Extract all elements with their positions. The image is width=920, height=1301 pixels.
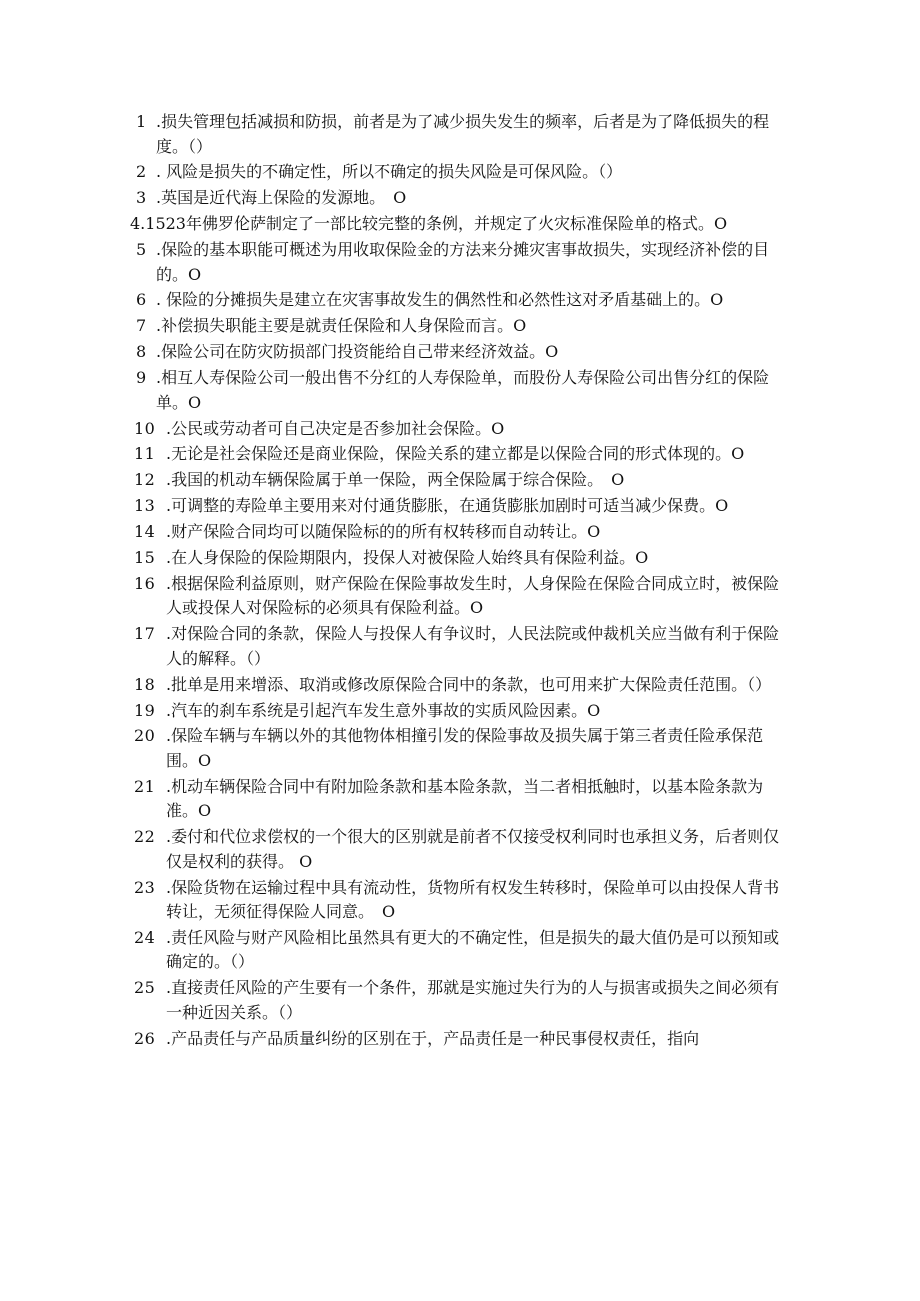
item-text: .保险的基本职能可概述为用收取保险金的方法来分摊灾害事故损失，实现经济补偿的目的。O bbox=[156, 240, 770, 284]
list-item bbox=[132, 494, 792, 519]
list-item bbox=[132, 876, 792, 925]
item-text: .汽车的刹车系统是引起汽车发生意外事故的实质风险因素。O bbox=[166, 700, 601, 720]
list-item bbox=[132, 1027, 792, 1052]
list-item bbox=[132, 572, 792, 621]
item-text: .保险公司在防灾防损部门投资能给自己带来经济效益。O bbox=[156, 342, 559, 362]
list-item bbox=[132, 926, 792, 975]
list-item bbox=[132, 288, 792, 313]
item-number: 16 bbox=[134, 573, 156, 593]
list-item bbox=[132, 775, 792, 824]
list-item bbox=[132, 724, 792, 773]
item-text: .保险车辆与车辆以外的其他物体相撞引发的保险事故及损失属于第三者责任险承保范围。O bbox=[166, 726, 764, 770]
item-number: 6 bbox=[136, 290, 147, 310]
item-number: 26 bbox=[134, 1028, 156, 1048]
item-text: . 风险是损失的不确定性，所以不确定的损失风险是可保风险。（） bbox=[156, 162, 623, 182]
item-number: 8 bbox=[136, 342, 147, 362]
item-number: 14 bbox=[134, 522, 156, 542]
item-text: .直接责任风险的产生要有一个条件，那就是实施过失行为的人与损害或损失之间必须有一种近因关系。（） bbox=[166, 978, 780, 1022]
item-text: .英国是近代海上保险的发源地。 O bbox=[156, 188, 407, 208]
list-item bbox=[132, 366, 792, 415]
item-text: .无论是社会保险还是商业保险，保险关系的建立都是以保险合同的形式体现的。O bbox=[166, 444, 745, 464]
item-text: .财产保险合同均可以随保险标的的所有权转移而自动转让。O bbox=[166, 522, 601, 542]
item-text: .对保险合同的条款，保险人与投保人有争议时，人民法院或仲裁机关应当做有利于保险人的解释。（） bbox=[166, 624, 780, 668]
list-item bbox=[132, 546, 792, 571]
list-item bbox=[132, 314, 792, 339]
item-number: 3 bbox=[136, 188, 147, 208]
item-text: .产品责任与产品质量纠纷的区别在于，产品责任是一种民事侵权责任，指向 bbox=[166, 1028, 700, 1048]
item-text: .根据保险利益原则，财产保险在保险事故发生时，人身保险在保险合同成立时，被保险人或投保人对保险标的必须具有保险利益。O bbox=[166, 573, 780, 618]
list-item bbox=[132, 520, 792, 545]
item-number: 13 bbox=[134, 496, 156, 516]
item-number: 1 bbox=[136, 112, 147, 131]
item-text: .可调整的寿险单主要用来对付通货膨胀，在通货膨胀加剧时可适当减少保费。O bbox=[166, 496, 729, 516]
item-number: 24 bbox=[134, 927, 156, 947]
list-item bbox=[132, 186, 792, 211]
list-item bbox=[132, 468, 792, 493]
list-item bbox=[132, 976, 792, 1025]
list-item bbox=[132, 825, 792, 874]
list-item bbox=[132, 673, 792, 698]
item-number: 10 bbox=[134, 418, 156, 438]
item-text: .保险货物在运输过程中具有流动性，货物所有权发生转移时，保险单可以由投保人背书转让，无须征得保险人同意。 O bbox=[166, 877, 780, 922]
item-text: .机动车辆保险合同中有附加险条款和基本险条款，当二者相抵触时，以基本险条款为准。O bbox=[166, 776, 764, 821]
item-text: .损失管理包括减损和防损，前者是为了减少损失发生的频率，后者是为了降低损失的程度。（） bbox=[156, 112, 770, 156]
item-number: 18 bbox=[134, 674, 156, 694]
item-number: 11 bbox=[134, 444, 156, 464]
item-number: 23 bbox=[134, 877, 156, 897]
item-number: 9 bbox=[136, 368, 147, 388]
list-item bbox=[132, 160, 792, 185]
list-item bbox=[132, 622, 792, 671]
item-number: 7 bbox=[136, 316, 147, 336]
item-number: 25 bbox=[134, 978, 156, 998]
item-number: 12 bbox=[134, 470, 156, 490]
list-item bbox=[132, 442, 792, 467]
item-text: 4.1523年佛罗伦萨制定了一部比较完整的条例，并规定了火灾标准保险单的格式。O bbox=[130, 214, 728, 234]
list-item bbox=[132, 699, 792, 724]
item-number: 17 bbox=[134, 624, 156, 644]
item-text: .委付和代位求偿权的一个很大的区别就是前者不仅接受权利同时也承担义务，后者则仅仅是权利的获得。 O bbox=[166, 827, 780, 871]
item-text: .公民或劳动者可自己决定是否参加社会保险。O bbox=[166, 418, 505, 438]
list-item bbox=[130, 212, 792, 237]
item-number: 15 bbox=[134, 547, 156, 567]
item-number: 20 bbox=[134, 726, 156, 746]
list-item bbox=[132, 417, 792, 442]
list-item bbox=[132, 110, 792, 159]
item-text: .补偿损失职能主要是就责任保险和人身保险而言。O bbox=[156, 316, 527, 336]
item-text: .在人身保险的保险期限内，投保人对被保险人始终具有保险利益。O bbox=[166, 547, 649, 567]
item-text: .我国的机动车辆保险属于单一保险，两全保险属于综合保险。 O bbox=[166, 470, 625, 490]
item-number: 19 bbox=[134, 700, 156, 720]
item-text: . 保险的分摊损失是建立在灾害事故发生的偶然性和必然性这对矛盾基础上的。O bbox=[156, 290, 724, 310]
list-item bbox=[132, 238, 792, 287]
list-item bbox=[132, 340, 792, 365]
item-number: 5 bbox=[136, 240, 147, 260]
item-number: 21 bbox=[134, 776, 156, 796]
item-text: .相互人寿保险公司一般出售不分红的人寿保险单，而股份人寿保险公司出售分红的保险单。O bbox=[156, 368, 770, 412]
item-number: 2 bbox=[136, 162, 147, 182]
item-text: .责任风险与财产风险相比虽然具有更大的不确定性，但是损失的最大值仍是可以预知或确定的。（） bbox=[166, 927, 780, 972]
item-text: .批单是用来增添、取消或修改原保险合同中的条款，也可用来扩大保险责任范围。（） bbox=[166, 674, 772, 694]
question-list bbox=[132, 110, 792, 1053]
item-number: 22 bbox=[134, 827, 156, 847]
